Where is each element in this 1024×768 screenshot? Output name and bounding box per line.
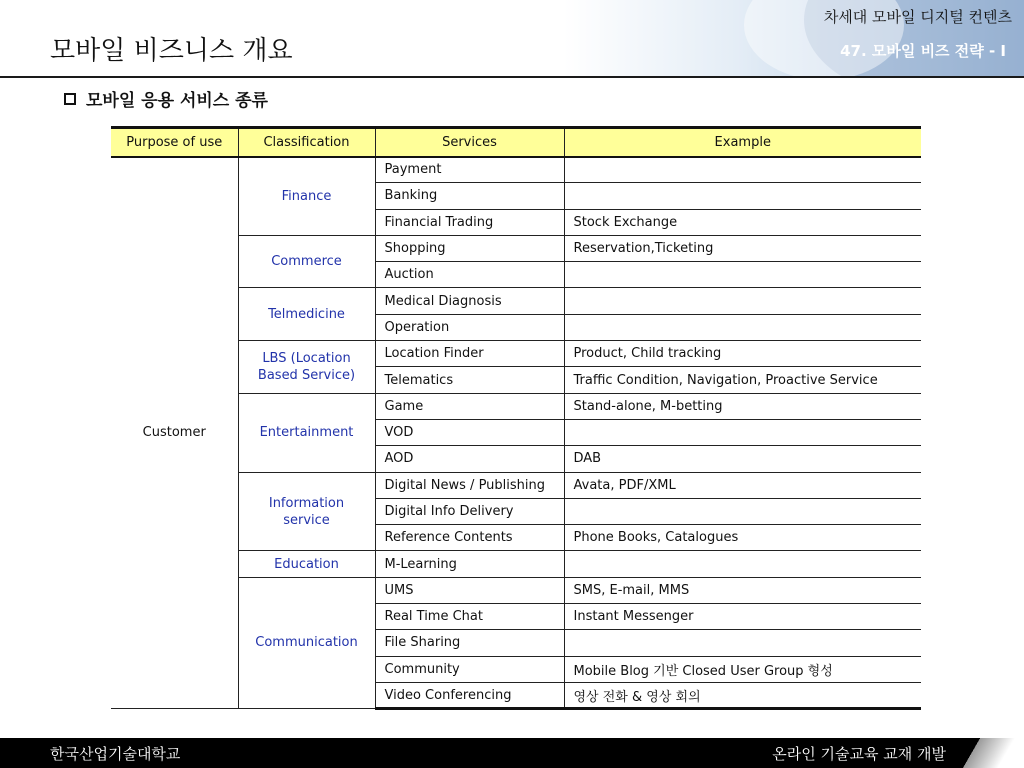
service-cell: Operation	[375, 314, 564, 340]
classification-cell: Entertainment	[238, 393, 375, 472]
service-cell: Real Time Chat	[375, 604, 564, 630]
service-cell: Banking	[375, 183, 564, 209]
example-cell	[564, 157, 921, 183]
classification-cell: LBS (Location Based Service)	[238, 341, 375, 394]
classification-cell: Finance	[238, 157, 375, 236]
example-cell	[564, 498, 921, 524]
example-cell	[564, 314, 921, 340]
service-cell: Medical Diagnosis	[375, 288, 564, 314]
example-cell: Phone Books, Catalogues	[564, 525, 921, 551]
classification-cell: Communication	[238, 577, 375, 708]
example-cell: Traffic Condition, Navigation, Proactive Service	[564, 367, 921, 393]
header-divider	[0, 76, 1024, 78]
chapter-label: 47. 모바일 비즈 전략 - I	[840, 42, 1006, 60]
service-cell: Reference Contents	[375, 525, 564, 551]
service-cell: AOD	[375, 446, 564, 472]
table-header-row	[111, 128, 921, 157]
service-cell: Shopping	[375, 235, 564, 261]
footer-bar	[0, 738, 1024, 768]
service-cell: Financial Trading	[375, 209, 564, 235]
checkbox-bullet-icon	[64, 93, 76, 105]
example-cell	[564, 419, 921, 445]
header-services: Services	[375, 128, 564, 157]
service-cell: Game	[375, 393, 564, 419]
table-body	[111, 157, 921, 709]
example-cell: SMS, E-mail, MMS	[564, 577, 921, 603]
example-cell	[564, 183, 921, 209]
service-cell: Auction	[375, 262, 564, 288]
footer-decoration	[954, 738, 1024, 768]
example-cell	[564, 262, 921, 288]
header-purpose: Purpose of use	[111, 128, 238, 157]
service-cell: Video Conferencing	[375, 682, 564, 708]
footer-institution: 한국산업기술대학교	[50, 745, 181, 763]
footer-project: 온라인 기술교육 교재 개발	[772, 745, 946, 763]
classification-cell: Commerce	[238, 235, 375, 288]
example-cell: Instant Messenger	[564, 604, 921, 630]
service-cell: Digital Info Delivery	[375, 498, 564, 524]
example-cell: Mobile Blog 기반 Closed User Group 형성	[564, 656, 921, 682]
example-cell: Product, Child tracking	[564, 341, 921, 367]
series-title: 차세대 모바일 디지털 컨텐츠	[823, 8, 1012, 26]
purpose-cell: Customer	[111, 157, 238, 709]
service-cell: Digital News / Publishing	[375, 472, 564, 498]
service-cell: Location Finder	[375, 341, 564, 367]
classification-cell: Information service	[238, 472, 375, 551]
header-example: Example	[564, 128, 921, 157]
services-table	[111, 126, 921, 710]
table-row	[111, 157, 921, 183]
classification-cell: Education	[238, 551, 375, 577]
service-cell: M-Learning	[375, 551, 564, 577]
example-cell: DAB	[564, 446, 921, 472]
service-cell: Telematics	[375, 367, 564, 393]
header-classification: Classification	[238, 128, 375, 157]
classification-cell: Telmedicine	[238, 288, 375, 341]
example-cell: Stock Exchange	[564, 209, 921, 235]
example-cell: Stand-alone, M-betting	[564, 393, 921, 419]
example-cell: 영상 전화 & 영상 회의	[564, 682, 921, 708]
example-cell	[564, 630, 921, 656]
service-cell: Payment	[375, 157, 564, 183]
example-cell: Avata, PDF/XML	[564, 472, 921, 498]
example-cell: Reservation,Ticketing	[564, 235, 921, 261]
section-heading-text: 모바일 응용 서비스 종류	[86, 91, 268, 111]
section-heading	[64, 86, 268, 111]
example-cell	[564, 551, 921, 577]
slide-title: 모바일 비즈니스 개요	[50, 36, 293, 66]
example-cell	[564, 288, 921, 314]
service-cell: File Sharing	[375, 630, 564, 656]
service-cell: Community	[375, 656, 564, 682]
service-cell: VOD	[375, 419, 564, 445]
service-cell: UMS	[375, 577, 564, 603]
